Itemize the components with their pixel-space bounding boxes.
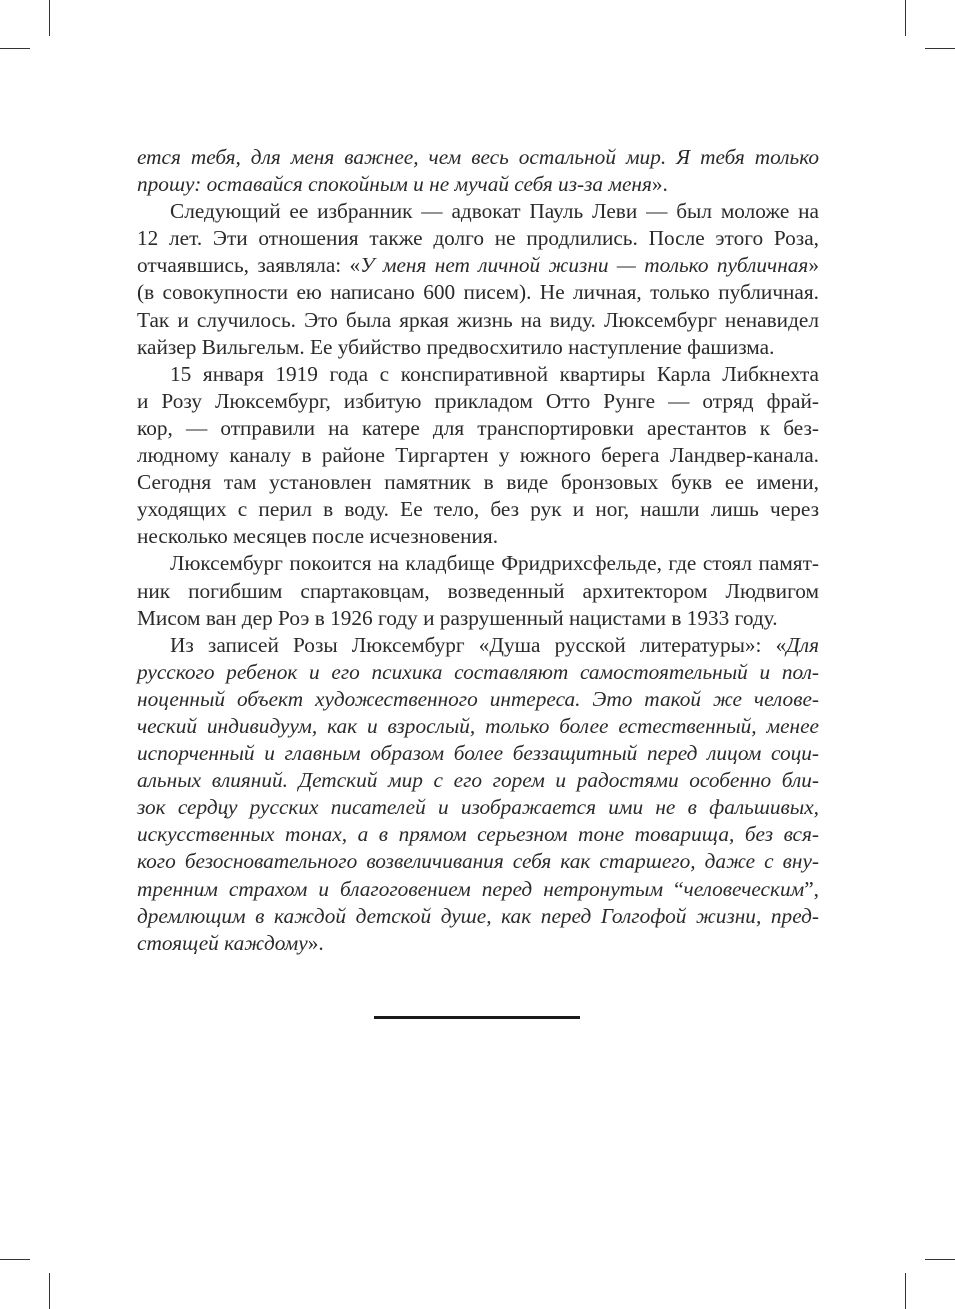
italic-text: ется тебя, для меня важнее, чем весь остальной мир. Я тебя только <box>137 145 819 169</box>
text-line <box>137 361 819 388</box>
text-line <box>137 523 819 550</box>
italic-text: ческий индивидуум, как и взрослый, только более естественный, менее <box>137 713 819 738</box>
text-line <box>137 388 819 415</box>
text-segment: отчаявшись, заявляла: « <box>137 253 361 278</box>
text-segment: 12 лет. Эти отношения также долго не продлились. После этого Роза, <box>137 226 819 251</box>
text-segment: несколько месяцев после исчезновения. <box>137 524 499 549</box>
text-segment: ». <box>651 172 668 197</box>
text-line <box>137 252 819 279</box>
text-segment: уходящих с перил в воду. Ее тело, без рук и ног, нашли лишь через <box>137 497 819 522</box>
text-segment: людному каналу в районе Тиргартен у южного берега Ландвер-канала. <box>137 443 819 468</box>
text-segment: кор, — отправили на катере для транспортировки арестантов к без- <box>137 415 819 440</box>
text-segment: Из записей Розы Люксембург «Душа русской литературы»: « <box>170 632 787 657</box>
text-line <box>137 279 819 306</box>
text-segment: » <box>808 253 819 278</box>
crop-mark <box>905 0 906 36</box>
italic-text: стоящей каждому <box>137 930 308 955</box>
crop-mark <box>49 1273 50 1309</box>
text-line <box>137 144 819 171</box>
italic-text: русского ребенок и его психика составляют самостоятельный и пол- <box>137 659 819 684</box>
italic-text: искусственных тонах, а в прямом серьезном тоне товарища, без вся- <box>137 822 819 847</box>
text-line <box>137 198 819 225</box>
crop-mark <box>0 1259 30 1260</box>
text-line <box>137 307 819 334</box>
text-line <box>137 469 819 496</box>
italic-text: Для <box>786 632 819 657</box>
italic-text: испорченный и главным образом более беззащитный перед лицом соци- <box>137 741 819 766</box>
text-line <box>137 659 819 686</box>
text-line <box>137 767 819 794</box>
text-line <box>137 821 819 848</box>
text-segment: ”, <box>804 876 819 901</box>
section-end-rule <box>374 1016 580 1019</box>
text-line <box>137 578 819 605</box>
italic-text: тренним страхом и благоговением перед нетронутым <box>137 876 675 901</box>
text-line <box>137 225 819 252</box>
text-segment: Мисом ван дер Роэ в 1926 году и разрушенный нацистами в 1933 году. <box>137 605 778 630</box>
text-line <box>137 876 819 903</box>
italic-text: прошу: оставайся спокойным и не мучай себя из-за меня <box>137 172 652 197</box>
text-segment: 15 января 1919 года с конспиративной квартиры Карла Либкнехта <box>170 361 819 386</box>
text-line <box>137 848 819 875</box>
text-line <box>137 442 819 469</box>
text-line <box>137 794 819 821</box>
text-line <box>137 334 819 361</box>
text-line <box>137 171 819 198</box>
text-segment: ник погибшим спартаковцам, возведенный архитектором Людвигом <box>137 578 819 603</box>
text-line <box>137 496 819 523</box>
text-segment: Сегодня там установлен памятник в виде бронзовых букв ее имени, <box>137 470 819 495</box>
text-line <box>137 686 819 713</box>
italic-text: альных влияний. Детский мир с его горем и радостями особенно бли- <box>137 768 819 793</box>
text-segment: “ <box>674 876 684 901</box>
crop-mark <box>0 48 30 49</box>
crop-mark <box>49 0 50 36</box>
text-line <box>137 713 819 740</box>
italic-text: зок сердцу русских писателей и изображается ими не в фальшивых, <box>137 795 819 820</box>
text-line <box>137 930 819 957</box>
body-text <box>137 144 819 957</box>
text-line <box>137 903 819 930</box>
italic-text: ноценный объект художественного интереса. Это такой же челове- <box>137 686 819 711</box>
text-line <box>137 415 819 442</box>
text-segment: Так и случилось. Это была яркая жизнь на виду. Люксембург ненавидел <box>137 307 819 332</box>
text-line <box>137 550 819 577</box>
italic-text: У меня нет личной жизни — только публичная <box>360 253 809 278</box>
text-segment: ». <box>307 930 324 955</box>
italic-text: дремлющим в каждой детской душе, как перед Голгофой жизни, пред- <box>137 903 819 928</box>
crop-mark <box>925 48 955 49</box>
text-segment: Следующий ее избранник — адвокат Пауль Леви — был моложе на <box>170 199 819 224</box>
text-line <box>137 740 819 767</box>
text-segment: (в совокупности ею написано 600 писем). Не личная, только публичная. <box>137 280 819 305</box>
crop-mark <box>905 1273 906 1309</box>
text-line <box>137 632 819 659</box>
text-segment: кайзер Вильгельм. Ее убийство предвосхитило наступление фашизма. <box>137 334 775 359</box>
italic-text: кого безосновательного возвеличивания себя как старшего, даже с вну- <box>137 849 819 874</box>
text-line <box>137 605 819 632</box>
text-segment: и Розу Люксембург, избитую прикладом Отто Рунге — отряд фрай- <box>137 388 819 413</box>
crop-mark <box>925 1259 955 1260</box>
italic-text: человеческим <box>683 876 805 901</box>
text-segment: Люксембург покоится на кладбище Фридрихсфельде, где стоял памят- <box>170 551 819 576</box>
